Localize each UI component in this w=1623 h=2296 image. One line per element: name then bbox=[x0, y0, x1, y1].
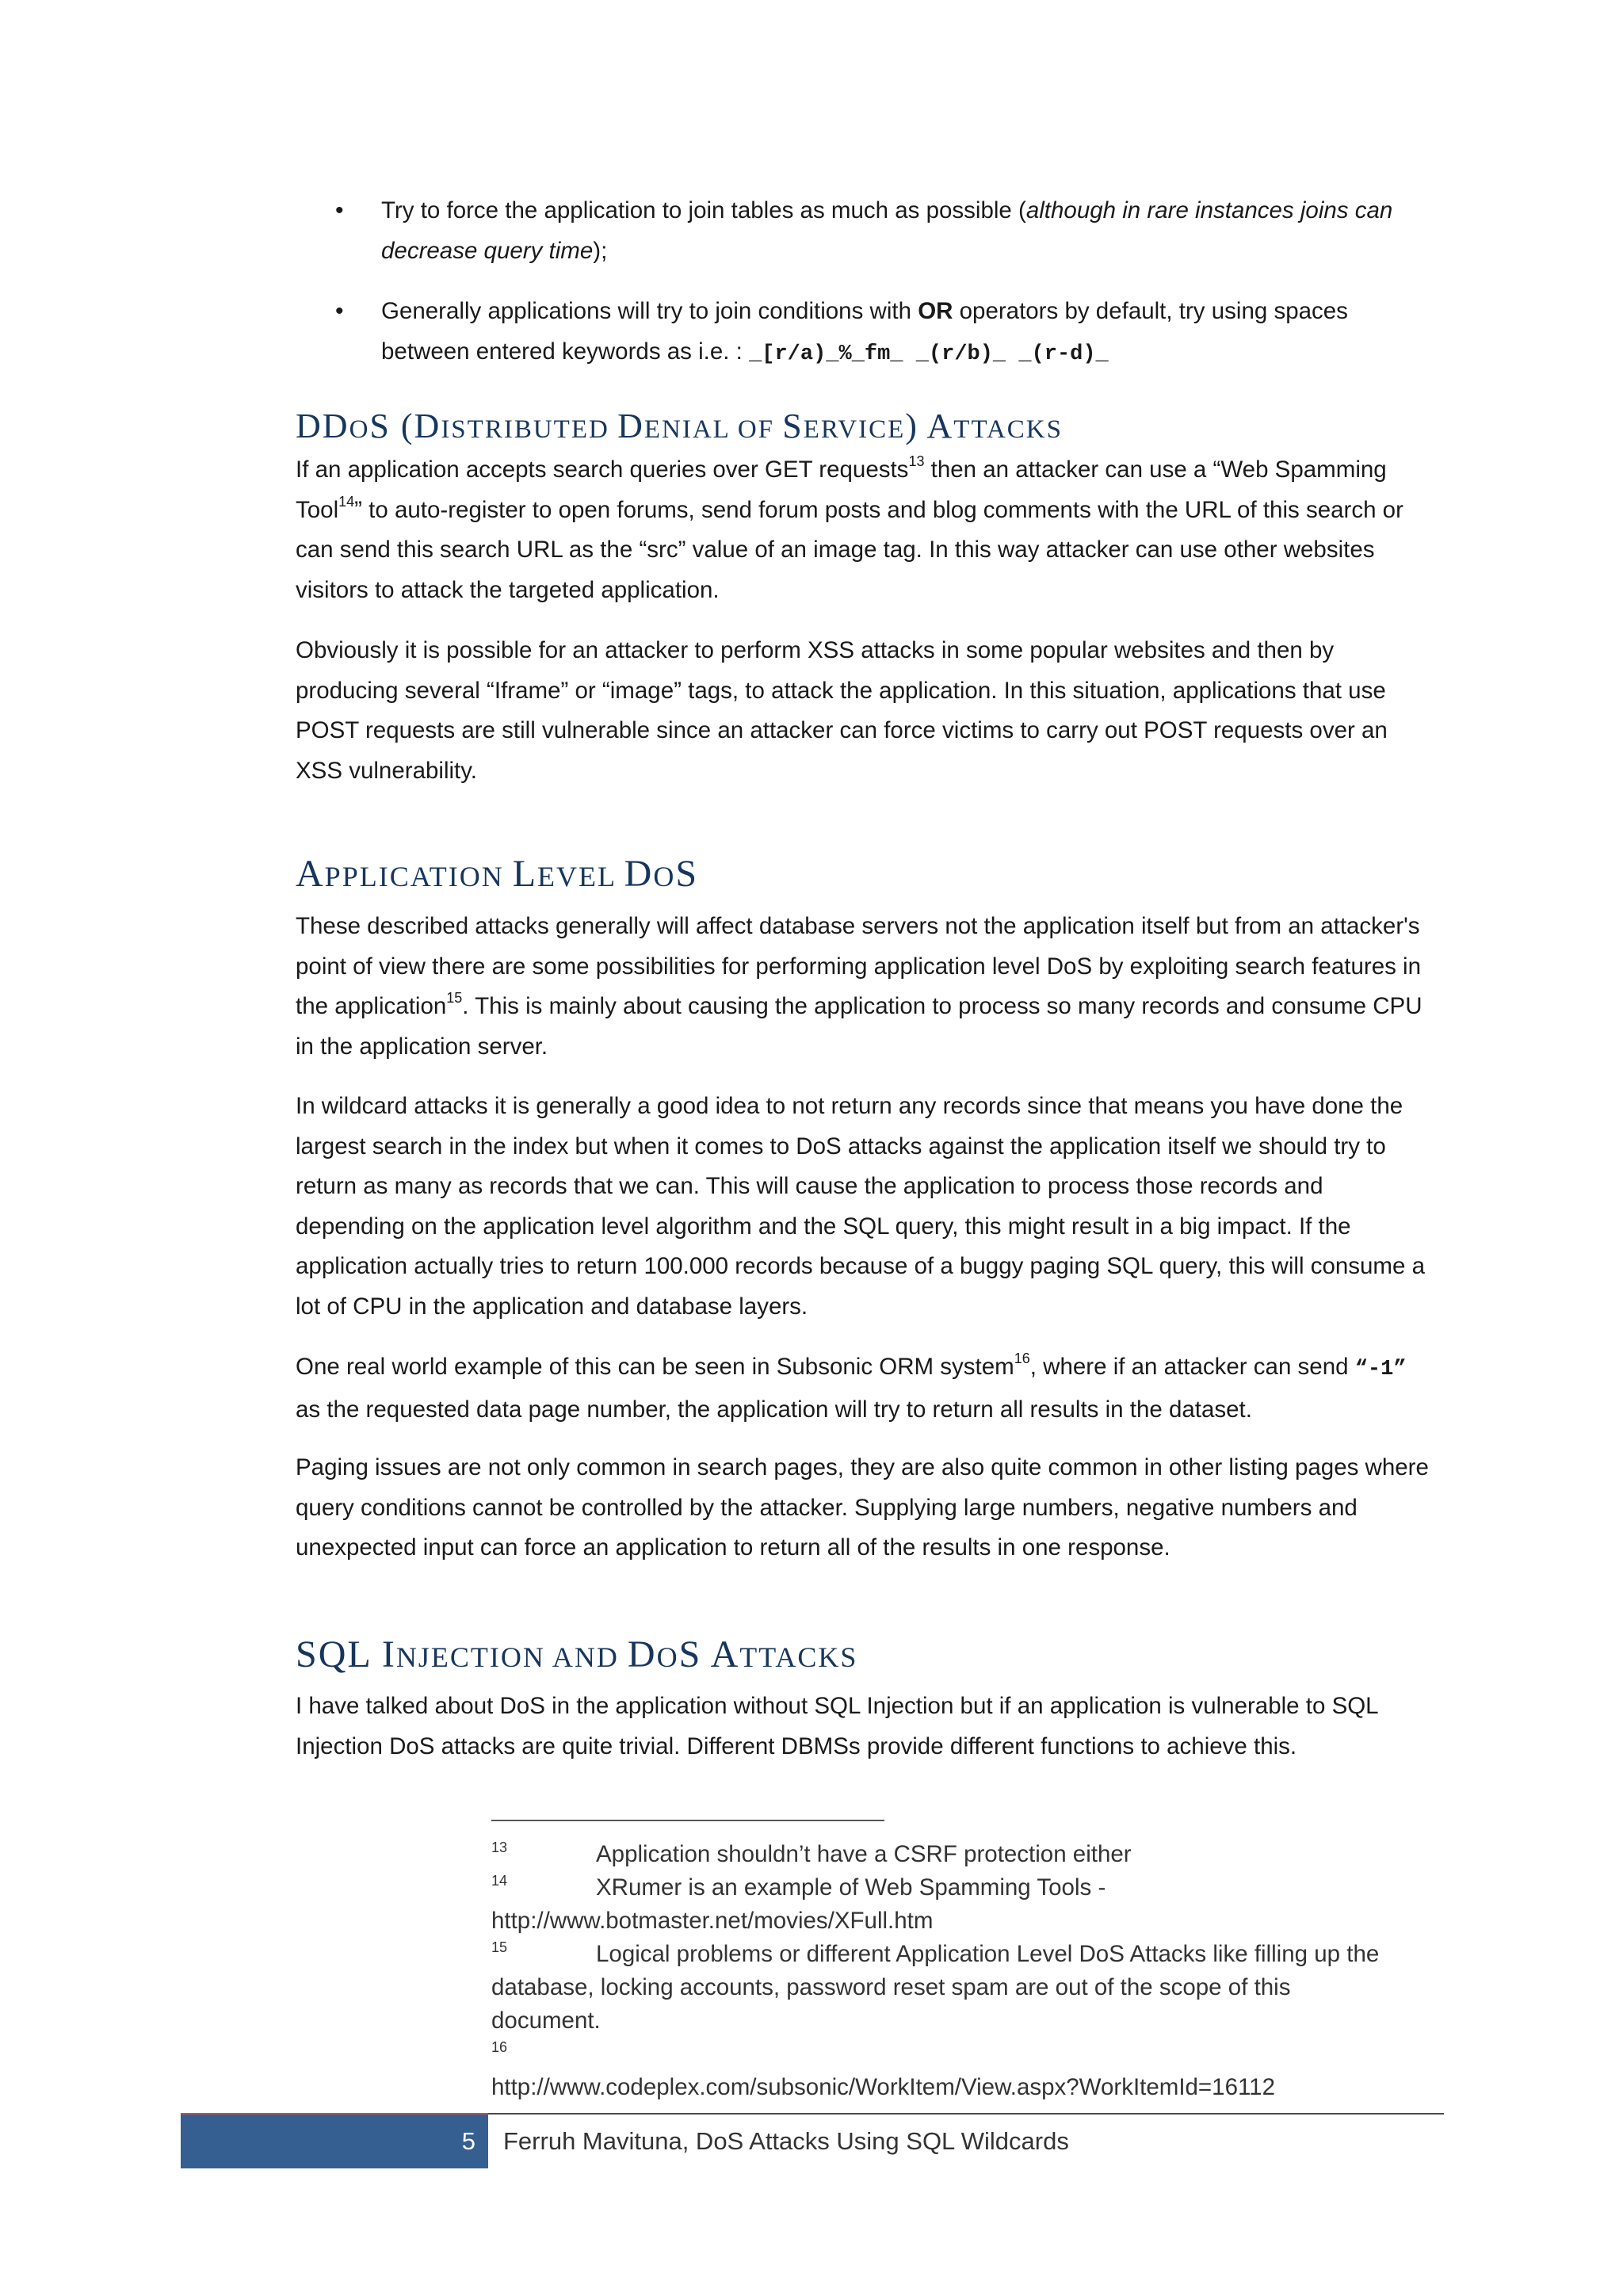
paragraph: I have talked about DoS in the application without SQL Injection but if an application is vulnerable to SQL Injection DoS attacks are quite trivial. Different DBMSs provide different functions to achieve this. bbox=[296, 1693, 1378, 1759]
list-item: • Try to force the application to join tables as much as possible (although in rare instances joins can decrease query time); bbox=[296, 191, 1434, 271]
code-snippet: “-1” bbox=[1354, 1358, 1407, 1381]
page-number-box bbox=[181, 2115, 488, 2168]
paragraph: One real world example of this can be seen in Subsonic ORM system$^{16}$, where if an attacker can send “-1” as the requested data page number, the application will try to return all results in the dataset. bbox=[296, 1350, 1407, 1423]
section-heading-application-level-dos: APPLICATION LEVEL DOS bbox=[296, 853, 699, 895]
footnote: 15 Logical problems or different Application Level DoS Attacks like filling up the database, locking accounts, password reset spam are out of the scope of this document. bbox=[491, 1939, 1380, 2034]
paragraph: Obviously it is possible for an attacker to perform XSS attacks in some popular websites and then by producing several “Iframe” or “image” tags, to attack the application. In this situation, applications that use POST requests are still vulnerable since an attacker can force victims to carry out POST requests over an XSS vulnerability. bbox=[296, 637, 1388, 784]
paragraph: Paging issues are not only common in search pages, they are also quite common in other listing pages where query conditions cannot be controlled by the attacker. Supplying large numbers, negative numbers and unexpected input can force an application to return all of the results in one response. bbox=[296, 1454, 1429, 1561]
bullet-icon: • bbox=[335, 197, 344, 223]
footer-title: Ferruh Mavituna, DoS Attacks Using SQL Wildcards bbox=[503, 2127, 1069, 2155]
list-item: • Generally applications will try to join conditions with OR operators by default, try using spaces between entered keywords as i.e. : _[r/a)_%_fm_ _(r/b)_ _(r-d)_ bbox=[296, 292, 1434, 374]
section-heading-sql-injection: SQL INJECTION AND DOS ATTACKS bbox=[296, 1633, 858, 1675]
section-heading-ddos: DDOS (DISTRIBUTED DENIAL OF SERVICE) ATTACKS bbox=[296, 407, 1063, 445]
paragraph: These described attacks generally will affect database servers not the application itself but from an attacker's point of view there are some possibilities for performing application level DoS by exploiting search features in the application$^{15}$. This is mainly about causing the application to process so many records and consume CPU in the application server. bbox=[296, 913, 1423, 1060]
paragraph: If an application accepts search queries over GET requests$^{13}$ then an attacker can use a “Web Spamming Tool$^{14}$” to auto-register to open forums, send forum posts and blog comments with the URL of this search or can send this search URL as the “src” value of an image tag. In this way attacker can use other websites visitors to attack the targeted application. bbox=[296, 453, 1403, 603]
footnote: 13 Application shouldn’t have a CSRF protection either bbox=[491, 1839, 1132, 1867]
bullet-list bbox=[296, 191, 1434, 374]
bullet-icon: • bbox=[335, 298, 344, 324]
footnote: 16 http://www.codeplex.com/subsonic/WorkItem/View.aspx?WorkItemId=16112 bbox=[491, 2039, 1275, 2100]
code-snippet: _[r/a)_%_fm_ _(r/b)_ _(r-d)_ bbox=[749, 342, 1109, 366]
footnote: 14 XRumer is an example of Web Spamming Tools - http://www.botmaster.net/movies/XFull.htm bbox=[491, 1873, 1106, 1934]
page-number: 5 bbox=[461, 2127, 475, 2155]
footnote-divider bbox=[491, 1820, 884, 1821]
paragraph: In wildcard attacks it is generally a good idea to not return any records since that means you have done the largest search in the index but when it comes to DoS attacks against the application itself we should try to return as many as records that we can. This will cause the application to process those records and depending on the application level algorithm and the SQL query, this might result in a big impact. If the application actually tries to return 100.000 records because of a buggy paging SQL query, this will consume a lot of CPU in the application and database layers. bbox=[296, 1093, 1426, 1320]
